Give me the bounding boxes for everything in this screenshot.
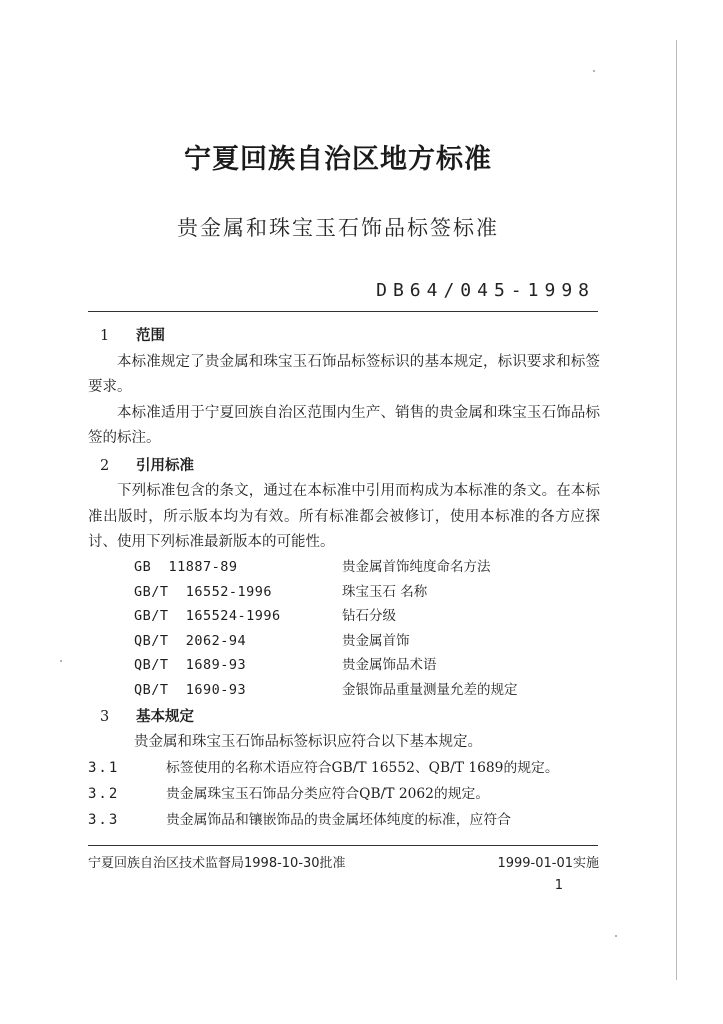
- section-number: 2: [100, 457, 110, 474]
- subclause-number: 3.2: [88, 785, 120, 802]
- section-title: 引用标准: [136, 457, 194, 474]
- subclause-text: 标签使用的名称术语应符合GB/T 16552、QB/T 1689的规定。: [166, 759, 559, 776]
- subclause-number: 3.3: [88, 811, 120, 828]
- reference-code: QB/T 1690-93: [134, 681, 247, 698]
- standard-number: DB64/045-1998: [376, 280, 595, 301]
- reference-row: [88, 629, 600, 654]
- document-body: [88, 322, 600, 834]
- reference-title: 贵金属首饰: [342, 632, 410, 649]
- reference-row: [88, 556, 600, 581]
- scan-speck: [593, 70, 595, 72]
- paragraph: 本标准规定了贵金属和珠宝玉石饰品标签标识的基本规定，标识要求和标签要求。: [88, 353, 600, 395]
- reference-title: 钻石分级: [342, 608, 396, 624]
- section-heading: [88, 324, 600, 350]
- reference-title: 贵金属饰品术语: [342, 657, 437, 673]
- subclause-number: 3.1: [88, 759, 120, 776]
- reference-row: [88, 580, 600, 605]
- footer-divider: [88, 845, 598, 846]
- section-heading: [88, 454, 600, 480]
- reference-title: 贵金属首饰纯度命名方法: [342, 559, 491, 575]
- paragraph: 本标准适用于宁夏回族自治区范围内生产、销售的贵金属和珠宝玉石饰品标签的标注。: [88, 404, 600, 446]
- reference-code: GB/T 16552-1996: [134, 583, 273, 600]
- paragraph: 贵金属和珠宝玉石饰品标签标识应符合以下基本规定。: [134, 734, 482, 750]
- reference-code: QB/T 2062-94: [134, 632, 247, 649]
- reference-code: GB/T 165524-1996: [134, 608, 281, 624]
- subclause-text: 贵金属饰品和镶嵌饰品的贵金属坯体纯度的标准，应符合: [166, 811, 511, 828]
- reference-title: 金银饰品重量测量允差的规定: [342, 681, 518, 698]
- scan-edge-line: [676, 40, 677, 980]
- reference-row: [88, 605, 600, 630]
- section-number: 1: [100, 328, 110, 344]
- approval-note: 宁夏回族自治区技术监督局1998-10-30批准: [88, 856, 346, 871]
- scan-speck: [60, 660, 62, 662]
- subclause-row: [88, 756, 600, 782]
- issuing-agency-title: 宁夏回族自治区地方标准: [184, 144, 492, 175]
- subclause-row: [88, 808, 600, 834]
- reference-code: GB 11887-89: [134, 559, 238, 575]
- subclause-text: 贵金属珠宝玉石饰品分类应符合QB/T 2062的规定。: [166, 785, 490, 802]
- section-title: 基本规定: [136, 708, 194, 725]
- reference-title: 珠宝玉石 名称: [342, 583, 428, 600]
- subclause-row: [88, 782, 600, 808]
- reference-row: [88, 654, 600, 679]
- section-heading: [88, 705, 600, 731]
- reference-row: [88, 678, 600, 703]
- paragraph: 下列标准包含的条文，通过在本标准中引用而构成为本标准的条文。在本标准出版时，所示版本均为有效。所有标准都会被修订，使用本标准的各方应探讨、使用下列标准最新版本的可能性。: [88, 483, 600, 550]
- section-number: 3: [100, 708, 110, 725]
- page-number: 1: [554, 878, 563, 893]
- section-title: 范围: [136, 328, 165, 344]
- effective-date: 1999-01-01实施: [497, 856, 599, 871]
- scan-speck: [615, 935, 617, 937]
- header-divider: [88, 311, 598, 312]
- reference-code: QB/T 1689-93: [134, 657, 247, 673]
- document-title: 贵金属和珠宝玉石饰品标签标准: [177, 216, 499, 240]
